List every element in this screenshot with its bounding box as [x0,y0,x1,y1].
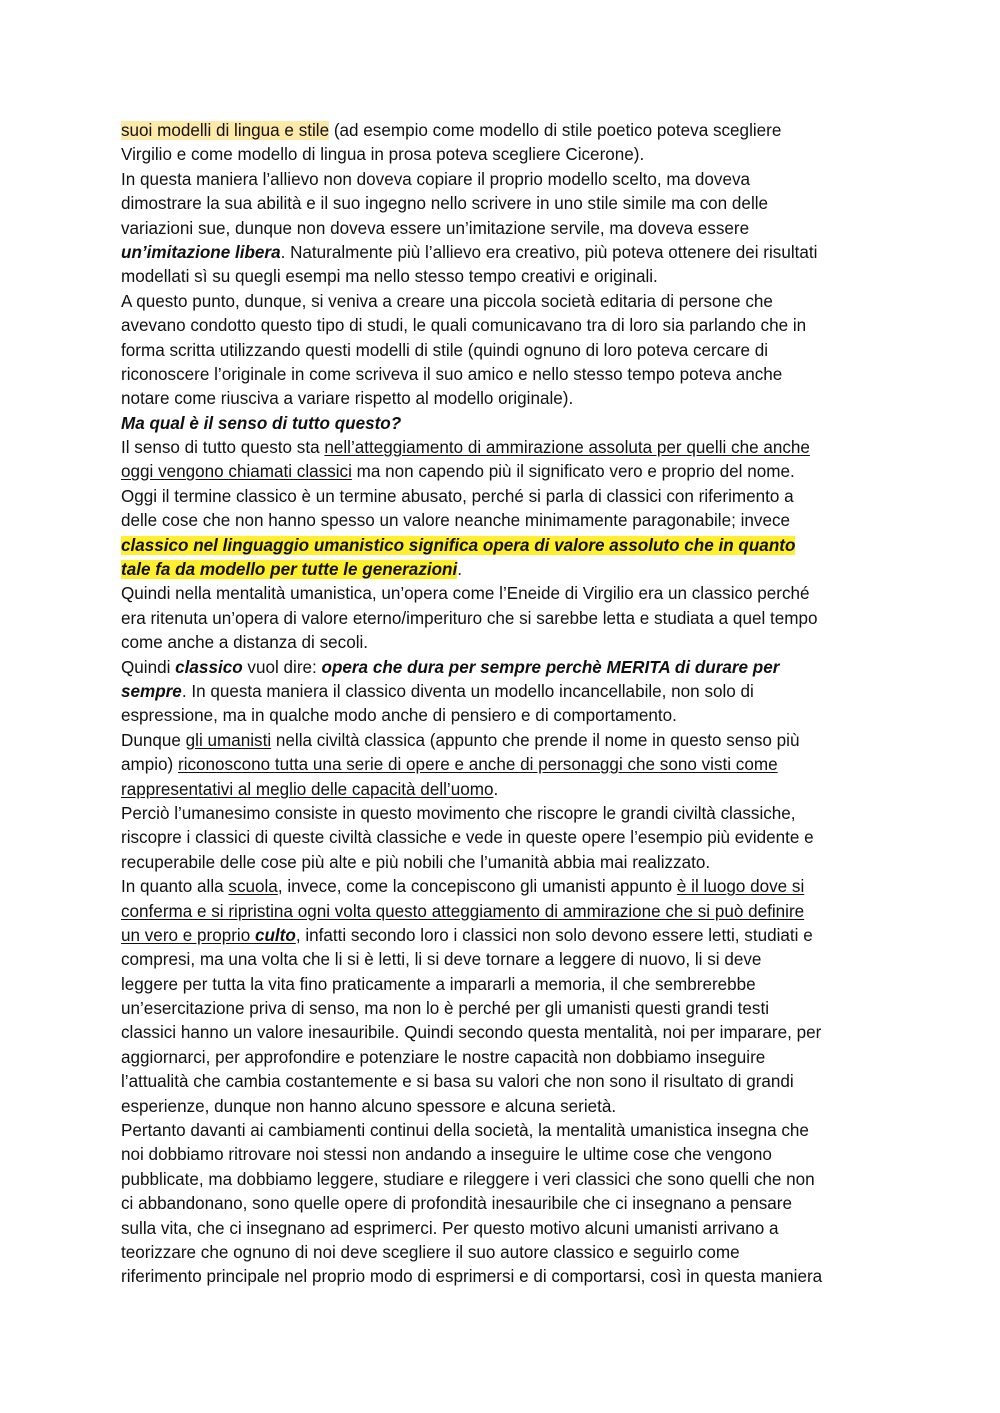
text-line [121,509,886,533]
text-run: recuperabile delle cose più alte e più nobili che l’umanità abbia mai realizzato. [121,852,711,872]
text-line [121,997,886,1021]
underlined-text: è il luogo dove si [676,877,805,897]
text-line [121,631,886,655]
text-line [121,753,886,777]
text-run: Pertanto davanti ai cambiamenti continui della società, la mentalità umanistica insegna che [121,1121,809,1141]
text-run: leggere per tutta la vita fino praticamente a impararli a memoria, il che sembrerebbe [121,974,756,994]
highlighted-text: suoi modelli di lingua e stile [121,121,330,140]
emphasis-text: un’imitazione libera [121,242,281,262]
highlighted-text: tale fa da modello per tutte le generazioni [121,560,458,580]
text-line [121,1192,886,1216]
text-line [121,558,886,582]
text-run: forma scritta utilizzando questi modelli di stile (quindi ognuno di loro poteva cercare di [121,340,769,360]
text-run: espressione, ma in qualche modo anche di pensiero e di comportamento. [121,706,677,726]
text-run: . [457,560,462,580]
text-line [121,1021,886,1045]
underlined-text: gli umanisti [185,730,272,750]
text-line [121,339,886,363]
text-run: . [493,779,499,799]
text-run: Dunque [121,730,186,750]
text-line [121,1265,886,1289]
emphasis-text: culto [254,925,296,945]
emphasis-text: classico [175,657,243,677]
text-line [121,778,886,802]
text-line [121,900,886,924]
text-run: variazioni sue, dunque non doveva essere un’imitazione servile, ma doveva essere [121,218,750,238]
highlighted-text: classico nel linguaggio umanistico significa opera di valore assoluto che in quanto [121,535,796,555]
text-line [121,387,886,411]
text-line [121,1241,886,1265]
text-run: Il senso di tutto questo sta [121,438,325,458]
text-line [121,948,886,972]
text-run: classici hanno un valore inesauribile. Quindi secondo questa mentalità, noi per imparare, per [121,1023,822,1043]
text-line [121,582,886,606]
text-line [121,485,886,509]
text-run: Quindi nella mentalità umanistica, un’opera come l’Eneide di Virgilio era un classico perché [121,584,810,604]
text-run: Oggi il termine classico è un termine abusato, perché si parla di classici con riferimento a [121,486,794,506]
text-line [121,802,886,826]
text-line [121,607,886,631]
text-run: dimostrare la sua abilità e il suo ingegno nello scrivere in uno stile simile ma con delle [121,194,769,214]
text-line [121,656,886,680]
text-line [121,704,886,728]
text-line [121,1070,886,1094]
text-run: . In questa maniera il classico diventa un modello incancellabile, non solo di [181,681,754,701]
text-run: sulla vita, che ci insegnano ad esprimerci. Per questo motivo alcuni umanisti arrivano a [121,1218,779,1238]
text-run: riconoscere l’originale in come scriveva il suo amico e nello stesso tempo poteva anche [121,364,783,384]
underlined-text: un vero e proprio [121,925,255,945]
text-line [121,314,886,338]
document-body [121,119,886,1290]
text-run: teorizzare che ognuno di noi deve scegliere il suo autore classico e seguirlo come [121,1242,740,1262]
text-line [121,1095,886,1119]
text-run: esperienze, dunque non hanno alcuno spessore e alcuna serietà. [121,1096,617,1116]
text-run: era ritenuta un’opera di valore eterno/imperituro che si sarebbe letta e studiata a quel tempo [121,608,818,628]
text-line [121,680,886,704]
text-run: A questo punto, dunque, si veniva a creare una piccola società editaria di persone che [121,291,773,311]
text-run: compresi, ma una volta che li si è letti, li si deve tornare a leggere di nuovo, li si deve [121,950,762,970]
text-run: riscopre i classici di queste civiltà classiche e vede in queste opere l’esempio più evidente e [121,828,814,848]
underlined-text: scuola [228,877,278,897]
text-run: ci abbandonano, sono quelle opere di profondità inesauribile che ci insegnano a pensare [121,1194,792,1214]
text-line [121,265,886,289]
emphasis-text: Ma qual è il senso di tutto questo? [121,413,402,433]
underlined-text: conferma e si ripristina ogni volta questo atteggiamento di ammirazione che si può definire [121,901,805,921]
text-line [121,192,886,216]
text-run: Perciò l’umanesimo consiste in questo movimento che riscopre le grandi civiltà classiche, [121,803,796,823]
text-line [121,1119,886,1143]
text-run: un’esercitazione priva di senso, ma non lo è perché per gli umanisti questi grandi testi [121,999,770,1019]
text-line [121,363,886,387]
underlined-text: oggi vengono chiamati classici [121,462,352,482]
text-run: Virgilio e come modello di lingua in prosa poteva scegliere Cicerone). [121,145,645,165]
text-run: noi dobbiamo ritrovare noi stessi non andando a inseguire le ultime cose che vengono [121,1145,772,1165]
text-line [121,826,886,850]
text-line [121,168,886,192]
text-run: vuol dire: [242,657,322,677]
text-line [121,1168,886,1192]
text-line [121,1046,886,1070]
text-line [121,924,886,948]
text-line [121,534,886,558]
text-run: aggiornarci, per approfondire e potenziare le nostre capacità non dobbiamo inseguire [121,1047,766,1067]
text-run: Quindi [121,657,176,677]
text-line [121,460,886,484]
text-run: come anche a distanza di secoli. [121,633,369,653]
text-line [121,1217,886,1241]
text-line [121,241,886,265]
text-line [121,1143,886,1167]
text-run: nella civiltà classica (appunto che prende il nome in questo senso più [271,730,800,750]
emphasis-text: sempre [121,681,182,701]
text-run: . Naturalmente più l’allievo era creativo, più poteva ottenere dei risultati [280,242,818,262]
text-run: In questa maniera l’allievo non doveva copiare il proprio modello scelto, ma doveva [121,169,751,189]
text-line [121,436,886,460]
text-run: riferimento principale nel proprio modo di esprimersi e di comportarsi, così in questa maniera [121,1267,823,1287]
underlined-text: riconoscono tutta una serie di opere e anche di personaggi che sono visti come [178,755,778,775]
text-run: ampio) [121,755,178,775]
text-line [121,290,886,314]
text-run: l’attualità che cambia costantemente e si basa su valori che non sono il risultato di grandi [121,1072,794,1092]
underlined-text: nell’atteggiamento di ammirazione assoluta per quelli che anche [324,438,810,458]
emphasis-text: opera che dura per sempre perchè MERITA di durare per [321,657,780,677]
text-line [121,217,886,241]
text-line [121,875,886,899]
text-run: modellati sì su quegli esempi ma nello stesso tempo creativi e originali. [121,267,658,287]
text-line [121,119,886,143]
text-run: In quanto alla [121,877,229,897]
text-run: , invece, come la concepiscono gli umanisti appunto [277,877,677,897]
text-run: pubblicate, ma dobbiamo leggere, studiare e rileggere i veri classici che sono quelli che non [121,1169,815,1189]
text-run: delle cose che non hanno spesso un valore neanche minimamente paragonabile; invece [121,511,791,531]
text-line [121,143,886,167]
text-run: (ad esempio come modello di stile poetico poteva scegliere [329,121,782,140]
text-run: avevano condotto questo tipo di studi, le quali comunicavano tra di loro sia parlando che in [121,316,807,336]
text-run: ma non capendo più il significato vero e proprio del nome. [351,462,795,482]
text-line [121,851,886,875]
text-line [121,973,886,997]
text-line [121,729,886,753]
text-run: notare come riusciva a variare rispetto al modello originale). [121,389,574,409]
underlined-text: rappresentativi al meglio delle capacità dell’uomo [121,779,494,799]
text-line [121,412,886,436]
text-run: , infatti secondo loro i classici non solo devono essere letti, studiati e [295,925,813,945]
